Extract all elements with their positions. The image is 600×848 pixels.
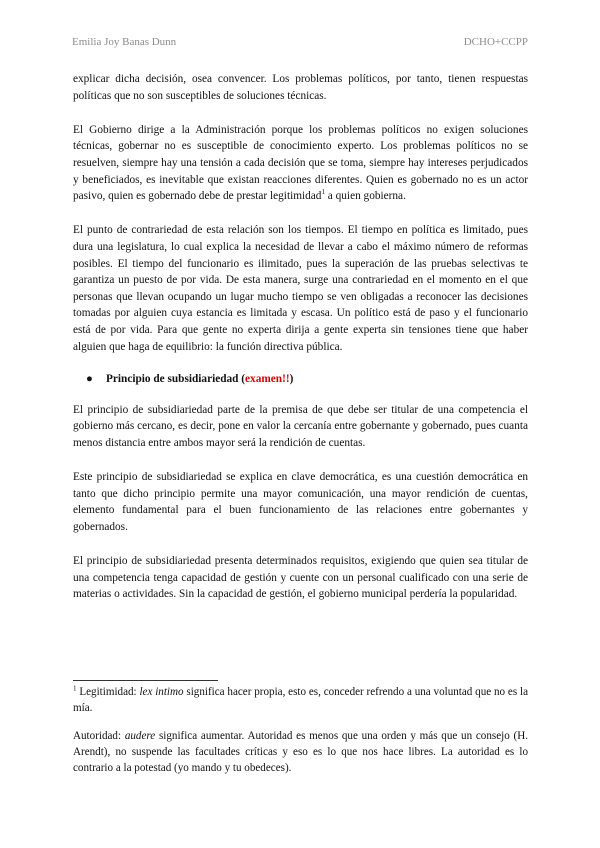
page-body [73, 71, 528, 603]
footnotes [73, 684, 528, 776]
paragraph-2-text-end: a quien gobierna. [324, 190, 406, 203]
bullet-heading [73, 371, 528, 388]
paragraph-5: Este principio de subsidiariedad se explica en clave democrática, es una cuestión democrática en tanto que dicho principio permite una mayor comunicación, una mayor rendición de cuentas, elemento fundamental para el buen funcionamiento de las relaciones entre gobernantes y gobernados. [73, 471, 528, 533]
paragraph-3: El punto de contrariedad de esta relación son los tiempos. El tiempo en política es limitado, pues dura una legislatura, lo cual explica la necesidad de llevar a cabo el máximo número de reformas posibles. El tiempo del funcionario es ilimitado, pues la superación de las pruebas selectivas te garantiza un puesto de por vida. De esta manera, surge una contrariedad en el momento en el que personas que llevan ocupando un lugar mucho tiempo se ven obligadas a reconocer las decisiones tomadas por alguien cuya estancia es limitada y escasa. Un político está de paso y el funcionario está de por vida. Para que gente no experta dirija a gente experta sin tensiones tiene que haber alguien que haga de equilibrio: la función directiva pública. [73, 224, 528, 353]
footnote-2 [73, 728, 528, 776]
header-course: DCHO+CCPP [463, 36, 528, 48]
bullet-close: ) [289, 373, 294, 386]
paragraph-4: El principio de subsidiariedad parte de la premisa de que debe ser titular de una competencia el gobierno más cercano, es decir, pone en valor la cercanía entre gobernante y gobernado, pues cuanta menos distancia entre ambos mayor será la rendición de cuentas. [73, 403, 528, 449]
exam-highlight: examen!! [245, 373, 290, 386]
bullet-icon: ● [86, 373, 93, 386]
footnote-1 [73, 684, 528, 716]
footnote-2-text-end: significa aumentar. Autoridad es menos que una orden y más que un consejo (H. Arendt), no suspende las facultades críticas y eso es lo que nos hace libres. La autoridad es lo contrario a la potestad (yo mando y tu obedeces). [73, 730, 528, 774]
header-author: Emilia Joy Banas Dunn [72, 36, 177, 48]
paragraph-2-text: El Gobierno dirige a la Administración porque los problemas políticos no exigen soluciones técnicas, gobernar no es susceptible de conocimiento experto. Los problemas políticos no se resuelven, siempre hay una tensión a cada decisión que se toma, siempre hay intereses perjudicados y beneficiados, es inevitable que existan reacciones diferentes. Quien es gobernado no es un actor pasivo, quien es gobernado debe de prestar legitimidad [73, 123, 528, 203]
footnote-1-text-end: significa hacer propia, esto es, conceder refrendo a una voluntad que no es la mía. [73, 686, 528, 714]
paragraph-6: El principio de subsidiariedad presenta determinados requisitos, exigiendo que quien sea titular de una competencia tenga capacidad de gestión y cuente con un personal cualificado con una serie de materias o actividades. Sin la capacidad de gestión, el gobierno municipal perdería la popularidad. [73, 555, 528, 601]
footnote-1-term: lex intimo [139, 686, 184, 698]
footnote-2-term: audere [124, 730, 156, 742]
bullet-title: Principio de subsidiariedad ( [106, 373, 246, 386]
footnote-ref-1[interactable]: 1 [321, 188, 325, 197]
paragraph-2 [73, 122, 528, 205]
footnote-1-number: 1 [73, 684, 77, 693]
footnote-2-text: Autoridad: [73, 730, 125, 742]
paragraph-1: explicar dicha decisión, osea convencer. Los problemas políticos, por tanto, tienen respuestas políticas que no son susceptibles de soluciones técnicas. [73, 73, 528, 102]
footnote-1-text: Legitimidad: [76, 686, 140, 698]
page-header [72, 36, 528, 52]
footnote-separator [73, 680, 218, 681]
